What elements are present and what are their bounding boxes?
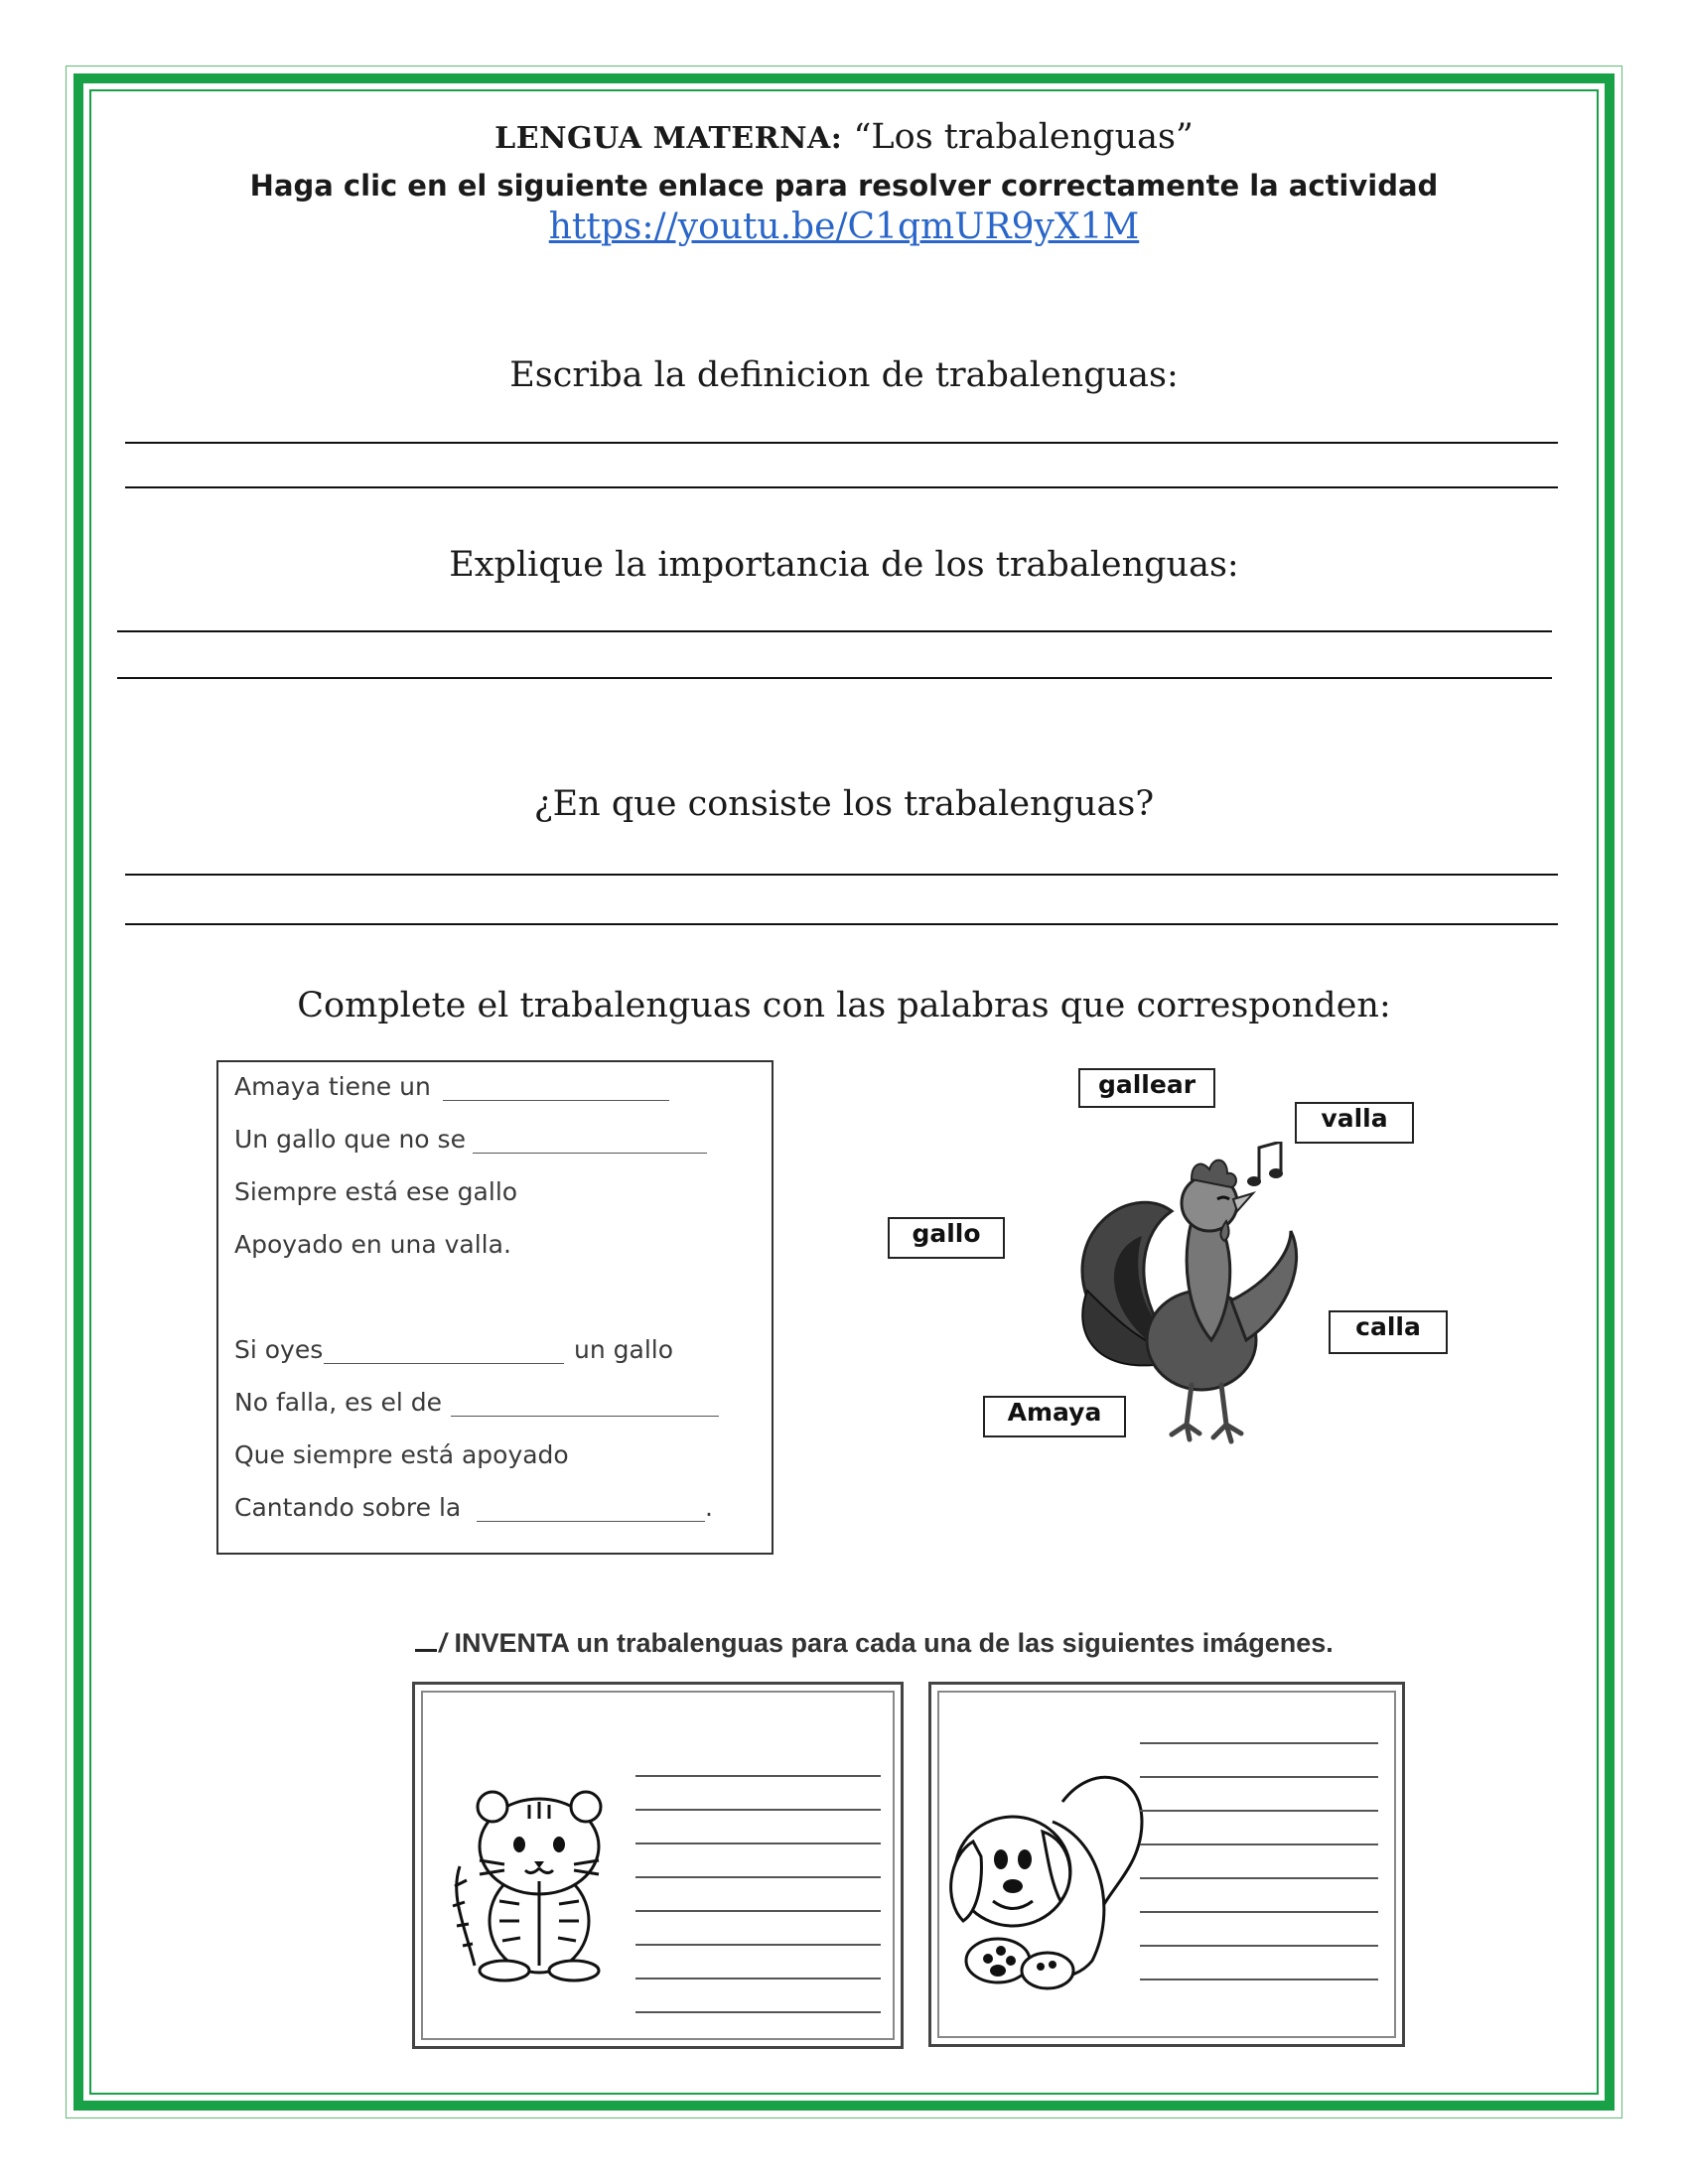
- tiger-icon: [445, 1777, 619, 1985]
- writing-line[interactable]: [1140, 1810, 1378, 1812]
- poem-line: Apoyado en una valla.: [234, 1230, 511, 1259]
- writing-line[interactable]: [1140, 1911, 1378, 1913]
- poem-line: [234, 1125, 466, 1154]
- poem-line: [234, 1388, 442, 1417]
- poem-line: Siempre está ese gallo: [234, 1177, 518, 1206]
- poem-line: Que siempre está apoyado: [234, 1440, 569, 1469]
- writing-line[interactable]: [635, 1978, 881, 1979]
- word-tag-valla[interactable]: valla: [1295, 1102, 1414, 1144]
- poem-line-text: Amaya tiene un: [234, 1072, 431, 1101]
- writing-line[interactable]: [635, 1809, 881, 1811]
- pencil-line-icon: [415, 1649, 437, 1652]
- writing-line[interactable]: [1140, 1979, 1378, 1980]
- writing-line[interactable]: [635, 1775, 881, 1777]
- answer-line[interactable]: [125, 442, 1558, 444]
- writing-line[interactable]: [635, 1843, 881, 1844]
- invent-instruction: [415, 1628, 1334, 1659]
- word-tag-gallear[interactable]: gallear: [1078, 1068, 1215, 1108]
- fill-blank[interactable]: [451, 1416, 719, 1417]
- word-tag-amaya[interactable]: Amaya: [983, 1396, 1126, 1437]
- writing-line[interactable]: [1140, 1877, 1378, 1879]
- pencil-icon: /: [439, 1628, 447, 1658]
- word-tag-calla[interactable]: calla: [1329, 1310, 1448, 1354]
- word-tag-gallo[interactable]: gallo: [888, 1217, 1005, 1259]
- page-title: [0, 117, 1688, 157]
- invent-text: INVENTA un trabalenguas para cada una de las siguientes imágenes.: [454, 1628, 1334, 1658]
- poem-line: [234, 1493, 713, 1522]
- title-subject: LENGUA MATERNA:: [494, 121, 843, 156]
- music-note-icon: [1247, 1142, 1283, 1186]
- writing-line[interactable]: [635, 2011, 881, 2013]
- writing-line[interactable]: [1140, 1945, 1378, 1947]
- fill-blank[interactable]: [324, 1363, 564, 1364]
- poem-line-text: Cantando sobre la: [234, 1493, 462, 1522]
- answer-line[interactable]: [117, 630, 1552, 632]
- writing-line[interactable]: [635, 1910, 881, 1912]
- poem-line: [234, 1072, 431, 1101]
- rooster-legs-icon: [1172, 1385, 1241, 1441]
- video-link[interactable]: https://youtu.be/C1qmUR9yX1M: [548, 206, 1140, 247]
- poem-line-text: No falla, es el de: [234, 1388, 443, 1417]
- question-consist: ¿En que consiste los trabalenguas?: [533, 784, 1155, 824]
- dog-icon: [943, 1762, 1152, 2000]
- instruction-text: Haga clic en el siguiente enlace para resolver correctamente la actividad: [249, 169, 1439, 203]
- poem-line-text: Si oyes: [234, 1335, 324, 1364]
- writing-line[interactable]: [1140, 1776, 1378, 1778]
- question-complete: Complete el trabalenguas con las palabras que corresponden:: [297, 986, 1391, 1025]
- answer-line[interactable]: [117, 677, 1552, 679]
- rooster-illustration: [1043, 1142, 1321, 1449]
- question-definition: Escriba la definicion de trabalenguas:: [509, 355, 1179, 395]
- title-topic: “Los trabalenguas”: [853, 117, 1194, 157]
- question-importance: Explique la importancia de los trabalenguas:: [449, 545, 1239, 585]
- writing-line[interactable]: [1140, 1742, 1378, 1744]
- fill-blank[interactable]: [473, 1153, 707, 1154]
- answer-line[interactable]: [125, 874, 1558, 876]
- writing-line[interactable]: [635, 1876, 881, 1878]
- writing-line[interactable]: [635, 1944, 881, 1946]
- answer-line[interactable]: [125, 486, 1558, 488]
- poem-line-text: un gallo: [574, 1335, 674, 1364]
- fill-blank[interactable]: [477, 1521, 705, 1522]
- rooster-body-icon: [1147, 1160, 1297, 1390]
- writing-line[interactable]: [1140, 1843, 1378, 1845]
- answer-line[interactable]: [125, 923, 1558, 925]
- poem-line: [234, 1335, 674, 1364]
- poem-line-end: .: [705, 1493, 713, 1522]
- poem-line-text: Un gallo que no se: [234, 1125, 466, 1154]
- fill-blank[interactable]: [443, 1100, 669, 1101]
